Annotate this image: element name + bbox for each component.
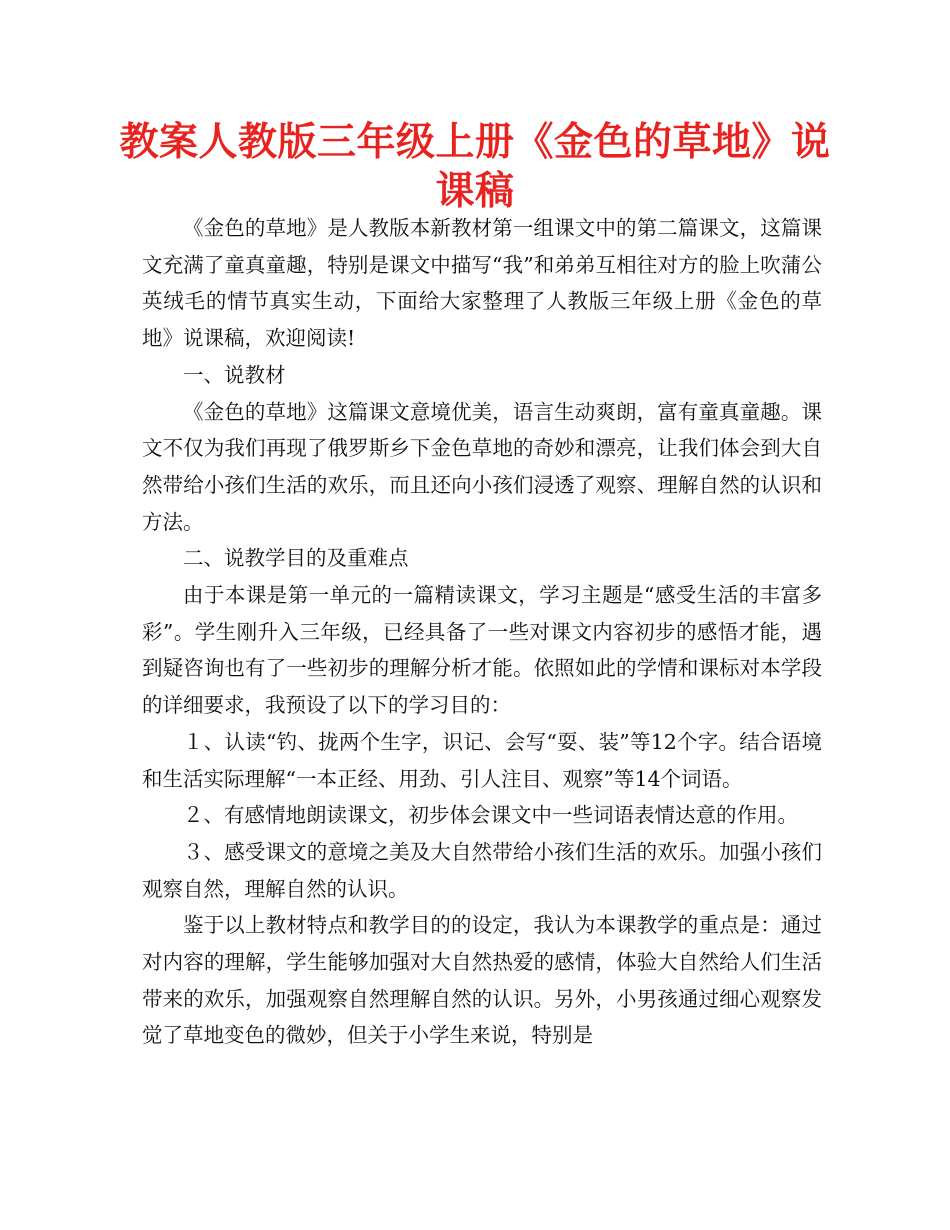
goal-item-2: ２、有感情地朗读课文，初步体会课文中一些词语表情达意的作用。 — [183, 803, 798, 828]
goal-item-1: １、认读“钓、拢两个生字，识记、会写“耍、装”等12个字。结合语境和生活实际理解“一本正经、用劲、引人注目、观察”等14个词语。 — [142, 729, 822, 791]
goal-item-3: ３、感受课文的意境之美及大自然带给小孩们生活的欢乐。加强小孩们观察自然，理解自然的认识。 — [142, 839, 822, 901]
section-heading-goals: 二、说教学目的及重难点 — [183, 546, 409, 571]
goals-intro-paragraph: 由于本课是第一单元的一篇精读课文，学习主题是“感受生活的丰富多彩”。学生刚升入三年级，已经具备了一些对课文内容初步的感悟才能，遇到疑咨询也有了一些初步的理解分析才能。依照如此的学情和课标对本学段的详细要求，我预设了以下的学习目的： — [142, 583, 822, 718]
document-title: 教案人教版三年级上册《金色的草地》说课稿 — [119, 120, 831, 214]
textbook-paragraph: 《金色的草地》这篇课文意境优美，语言生动爽朗，富有童真童趣。课文不仅为我们再现了俄罗斯乡下金色草地的奇妙和漂亮，让我们体会到大自然带给小孩们生活的欢乐，而且还向小孩们浸透了观察、理解自然的认识和方法。 — [142, 399, 822, 534]
key-points-paragraph: 鉴于以上教材特点和教学目的的设定，我认为本课教学的重点是：通过对内容的理解，学生能够加强对大自然热爱的感情，体验大自然给人们生活带来的欢乐，加强观察自然理解自然的认识。另外，小男孩通过细心观察发觉了草地变色的微妙，但关于小学生来说，特别是 — [142, 913, 822, 1048]
document-body — [142, 210, 822, 1054]
section-heading-textbook: 一、说教材 — [183, 362, 286, 387]
intro-paragraph: 《金色的草地》是人教版本新教材第一组课文中的第二篇课文，这篇课文充满了童真童趣，特别是课文中描写“我”和弟弟互相往对方的脸上吹蒲公英绒毛的情节真实生动，下面给大家整理了人教版三年级上册《金色的草地》说课稿，欢迎阅读! — [142, 216, 822, 351]
